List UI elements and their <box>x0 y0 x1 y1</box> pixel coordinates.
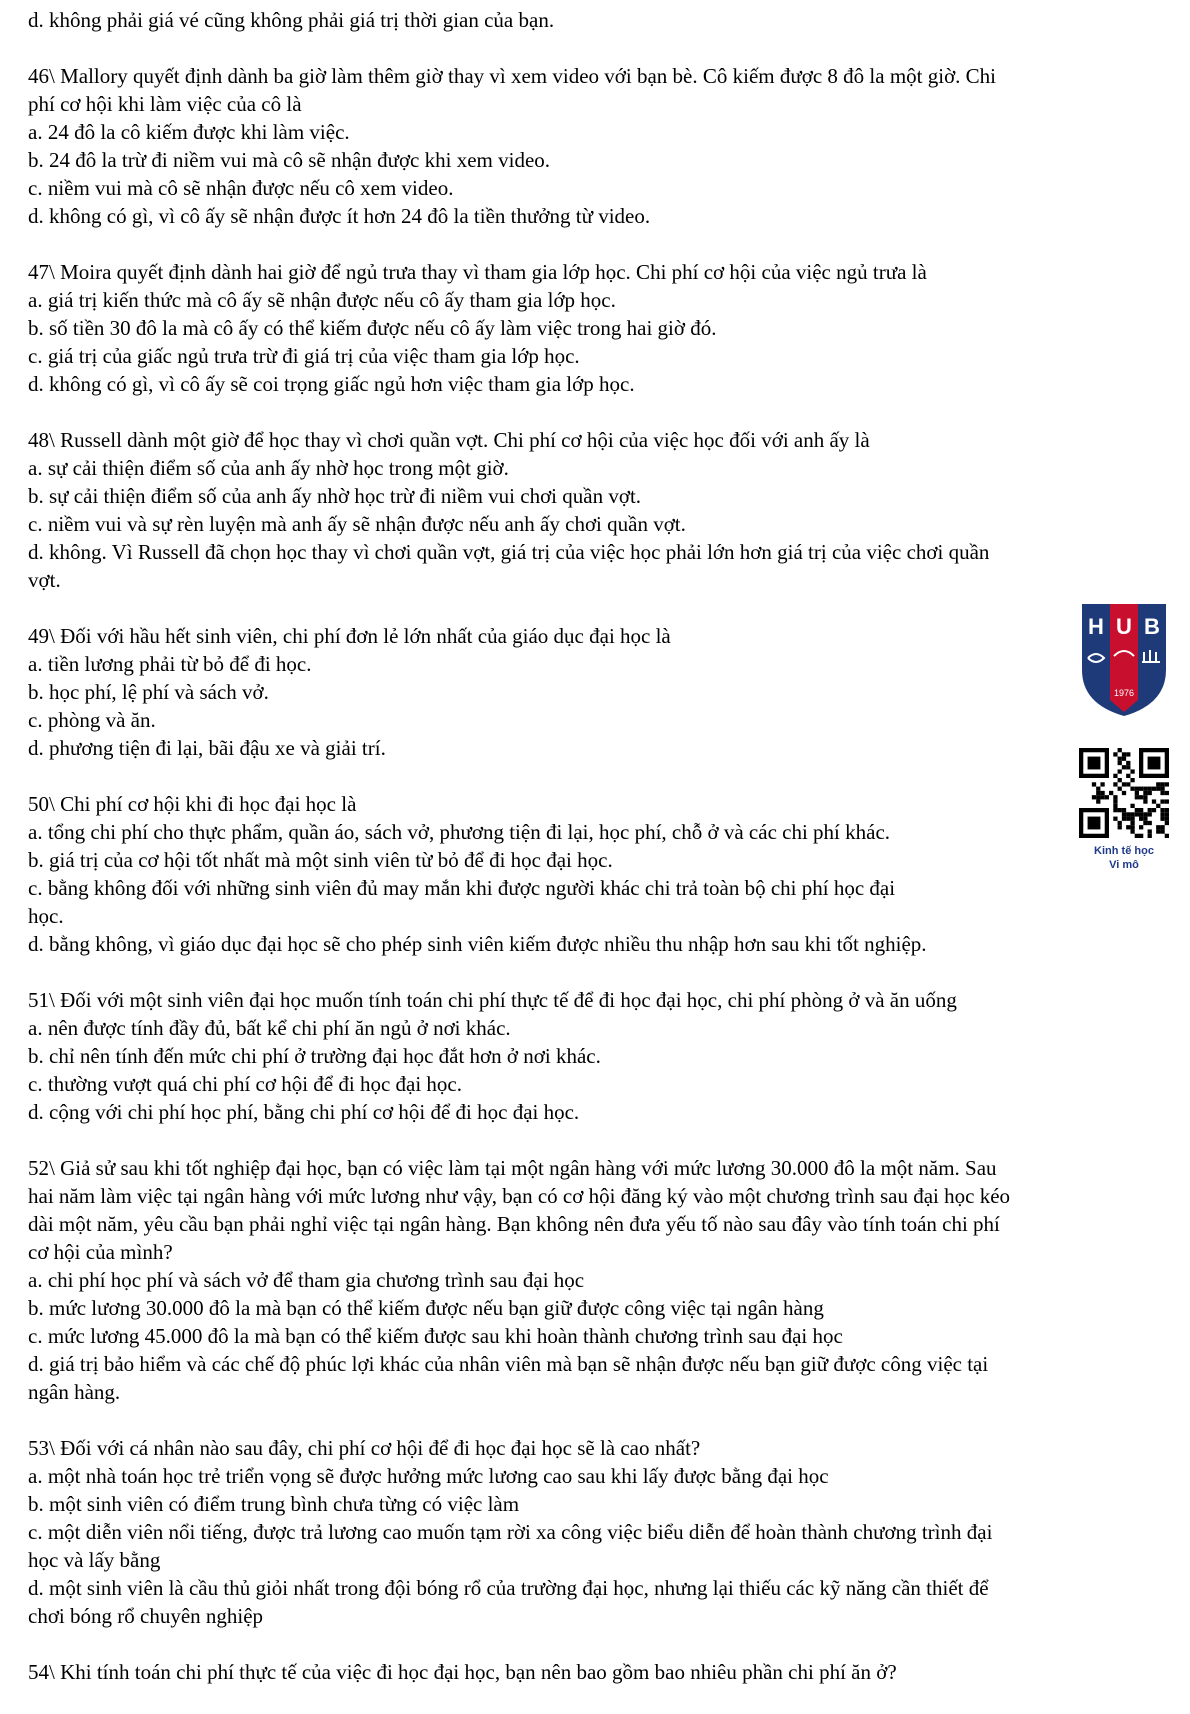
question-line: c. phòng và ăn. <box>28 708 156 732</box>
logo-letter-h: H <box>1088 614 1104 639</box>
question-line: b. giá trị của cơ hội tốt nhất mà một sinh viên từ bỏ để đi học đại học. <box>28 848 613 872</box>
question-stem: 49\ Đối với hầu hết sinh viên, chi phí đơn lẻ lớn nhất của giáo dục đại học là <box>28 624 671 648</box>
question-block <box>28 622 1168 762</box>
question-block <box>28 426 1168 594</box>
question-block <box>28 258 1168 398</box>
question-stem: 48\ Russell dành một giờ để học thay vì chơi quần vợt. Chi phí cơ hội của việc học đối với anh ấy là <box>28 428 870 452</box>
question-line: b. số tiền 30 đô la mà cô ấy có thể kiếm được nếu cô ấy làm việc trong hai giờ đó. <box>28 316 717 340</box>
question-line: b. học phí, lệ phí và sách vở. <box>28 680 269 704</box>
qr-code-icon <box>1079 748 1169 838</box>
question-line: học và lấy bằng <box>28 1548 161 1572</box>
question-line: a. nên được tính đầy đủ, bất kể chi phí ăn ngủ ở nơi khác. <box>28 1016 511 1040</box>
carryover-option <box>28 6 1168 34</box>
question-line: a. chi phí học phí và sách vở để tham gia chương trình sau đại học <box>28 1268 585 1292</box>
question-line: ngân hàng. <box>28 1380 121 1404</box>
question-line: c. một diễn viên nổi tiếng, được trả lương cao muốn tạm rời xa công việc biểu diễn để hoàn thành chương trình đại <box>28 1520 993 1544</box>
question-block <box>28 1658 1168 1686</box>
question-block <box>28 790 1168 958</box>
question-line: b. 24 đô la trừ đi niềm vui mà cô sẽ nhận được khi xem video. <box>28 148 551 172</box>
questions-container <box>28 62 1168 1686</box>
subject-label <box>1068 844 1180 872</box>
logo-year: 1976 <box>1113 688 1135 698</box>
question-line: c. bằng không đối với những sinh viên đủ may mắn khi được người khác chi trả toàn bộ chi phí học đại <box>28 876 896 900</box>
logo-letter-u: U <box>1116 614 1132 639</box>
logo-letter-b: B <box>1144 614 1160 639</box>
question-line: d. không có gì, vì cô ấy sẽ coi trọng giấc ngủ hơn việc tham gia lớp học. <box>28 372 635 396</box>
question-stem: 46\ Mallory quyết định dành ba giờ làm thêm giờ thay vì xem video với bạn bè. Cô kiếm được 8 đô la một giờ. Chi <box>28 64 997 88</box>
question-line: a. một nhà toán học trẻ triển vọng sẽ được hưởng mức lương cao sau khi lấy được bằng đại học <box>28 1464 829 1488</box>
question-block <box>28 1154 1168 1406</box>
question-line: học. <box>28 904 64 928</box>
subject-line-2: Vi mô <box>1109 859 1139 871</box>
question-line: a. giá trị kiến thức mà cô ấy sẽ nhận được nếu cô ấy tham gia lớp học. <box>28 288 616 312</box>
question-list <box>28 6 1168 1714</box>
question-block <box>28 1434 1168 1630</box>
question-line: d. một sinh viên là cầu thủ giỏi nhất trong đội bóng rổ của trường đại học, nhưng lại thiếu các kỹ năng cần thiết để <box>28 1576 989 1600</box>
question-line: b. mức lương 30.000 đô la mà bạn có thể kiếm được nếu bạn giữ được công việc tại ngân hàng <box>28 1296 824 1320</box>
question-line: c. niềm vui mà cô sẽ nhận được nếu cô xem video. <box>28 176 454 200</box>
sidebar-branding <box>1068 600 1180 872</box>
question-line: hai năm làm việc tại ngân hàng với mức lương như vậy, bạn có cơ hội đăng ký vào một chương trình sau đại học kéo <box>28 1184 1011 1208</box>
question-line: dài một năm, yêu cầu bạn phải nghỉ việc tại ngân hàng. Bạn không nên đưa yếu tố nào sau đây vào tính toán chi phí <box>28 1212 1000 1236</box>
question-line: a. tiền lương phải từ bỏ để đi học. <box>28 652 312 676</box>
question-line: d. cộng với chi phí học phí, bằng chi phí cơ hội để đi học đại học. <box>28 1100 580 1124</box>
question-line: b. chỉ nên tính đến mức chi phí ở trường đại học đắt hơn ở nơi khác. <box>28 1044 601 1068</box>
hub-logo-icon <box>1078 600 1170 718</box>
question-line: chơi bóng rổ chuyên nghiệp <box>28 1604 264 1628</box>
question-line: c. mức lương 45.000 đô la mà bạn có thể kiếm được sau khi hoàn thành chương trình sau đại học <box>28 1324 843 1348</box>
question-line: c. thường vượt quá chi phí cơ hội để đi học đại học. <box>28 1072 462 1096</box>
question-line: a. 24 đô la cô kiếm được khi làm việc. <box>28 120 350 144</box>
question-line: d. giá trị bảo hiểm và các chế độ phúc lợi khác của nhân viên mà bạn sẽ nhận được nếu bạn giữ được công việc tại <box>28 1352 989 1376</box>
question-line: phí cơ hội khi làm việc của cô là <box>28 92 302 116</box>
question-line: d. bằng không, vì giáo dục đại học sẽ cho phép sinh viên kiếm được nhiều thu nhập hơn sau khi tốt nghiệp. <box>28 932 927 956</box>
question-line: a. tổng chi phí cho thực phẩm, quần áo, sách vở, phương tiện đi lại, học phí, chỗ ở và các chi phí khác. <box>28 820 891 844</box>
question-stem: 53\ Đối với cá nhân nào sau đây, chi phí cơ hội để đi học đại học sẽ là cao nhất? <box>28 1436 701 1460</box>
question-stem: 47\ Moira quyết định dành hai giờ để ngủ trưa thay vì tham gia lớp học. Chi phí cơ hội của việc ngủ trưa là <box>28 260 927 284</box>
question-line: c. niềm vui và sự rèn luyện mà anh ấy sẽ nhận được nếu anh ấy chơi quần vợt. <box>28 512 686 536</box>
question-line: b. một sinh viên có điểm trung bình chưa từng có việc làm <box>28 1492 520 1516</box>
question-stem: 52\ Giả sử sau khi tốt nghiệp đại học, bạn có việc làm tại một ngân hàng với mức lương 30.000 đô la một năm. Sau <box>28 1156 997 1180</box>
question-line: d. không có gì, vì cô ấy sẽ nhận được ít hơn 24 đô la tiền thưởng từ video. <box>28 204 651 228</box>
option-line: d. không phải giá vé cũng không phải giá trị thời gian của bạn. <box>28 8 555 32</box>
question-line: c. giá trị của giấc ngủ trưa trừ đi giá trị của việc tham gia lớp học. <box>28 344 580 368</box>
question-stem: 54\ Khi tính toán chi phí thực tế của việc đi học đại học, bạn nên bao gồm bao nhiêu phần chi phí ăn ở? <box>28 1660 897 1684</box>
question-line: b. sự cải thiện điểm số của anh ấy nhờ học trừ đi niềm vui chơi quần vợt. <box>28 484 642 508</box>
question-block <box>28 62 1168 230</box>
question-line: cơ hội của mình? <box>28 1240 173 1264</box>
question-stem: 50\ Chi phí cơ hội khi đi học đại học là <box>28 792 357 816</box>
question-stem: 51\ Đối với một sinh viên đại học muốn tính toán chi phí thực tế để đi học đại học, chi phí phòng ở và ăn uống <box>28 988 957 1012</box>
question-line: d. không. Vì Russell đã chọn học thay vì chơi quần vợt, giá trị của việc học phải lớn hơn giá trị của việc chơi quần <box>28 540 990 564</box>
question-line: d. phương tiện đi lại, bãi đậu xe và giải trí. <box>28 736 386 760</box>
question-block <box>28 986 1168 1126</box>
subject-line-1: Kinh tế học <box>1094 845 1154 857</box>
question-line: vợt. <box>28 568 61 592</box>
question-line: a. sự cải thiện điểm số của anh ấy nhờ học trong một giờ. <box>28 456 509 480</box>
